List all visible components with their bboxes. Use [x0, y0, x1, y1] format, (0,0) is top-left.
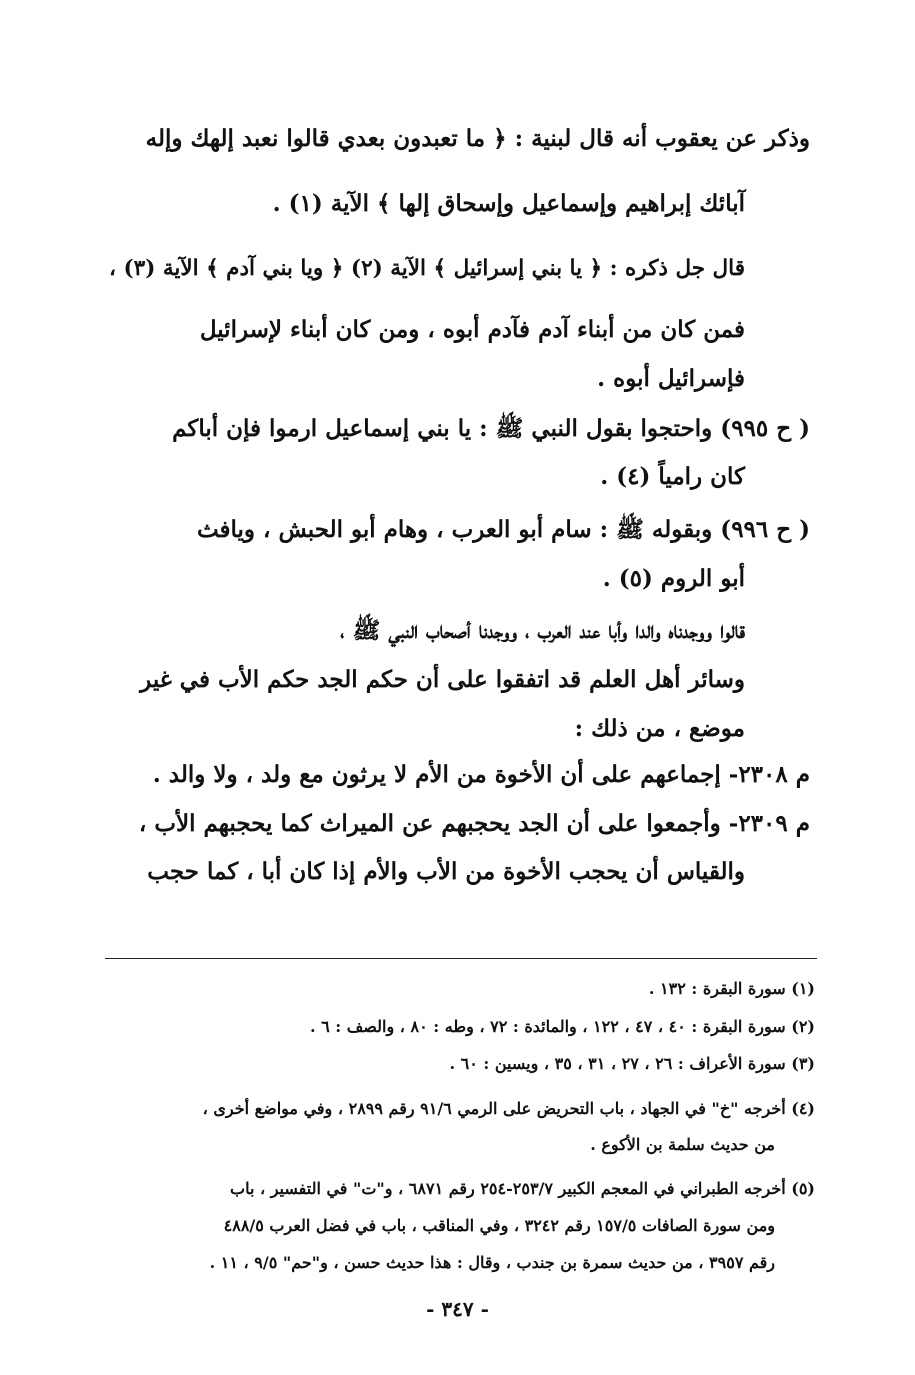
body-line: ( ح ٩٩٦) وبقوله ﷺ : سام أبو العرب ، وهام أبو الحبش ، ويافث — [196, 516, 810, 543]
body-line: وذكر عن يعقوب أنه قال لبنية : ﴿ ما تعبدون بعدي قالوا نعبد إلهك وإله — [145, 125, 810, 152]
body-line: قالوا ووجدناه والدا وأبا عند العرب ، ووجدنا أصحاب النبي ﷺ ، — [340, 617, 745, 644]
footnote-separator — [105, 958, 817, 959]
body-line: فإسرائيل أبوه . — [597, 365, 745, 392]
footnote-line: (٤) أخرجه "خ" في الجهاد ، باب التحريض على الرمي ٩١/٦ رقم ٢٨٩٩ ، وفي مواضع أخرى ، — [202, 1099, 815, 1118]
body-line: موضع ، من ذلك : — [574, 715, 745, 742]
body-line: م ٢٣٠٩- وأجمعوا على أن الجد يحجبهم عن الميراث كما يحجبهم الأب ، — [138, 810, 810, 837]
body-line: آبائك إبراهيم وإسماعيل وإسحاق إلها ﴾ الآية (١) . — [272, 190, 745, 217]
page-number: - ٣٤٧ - — [426, 1297, 489, 1321]
body-line: م ٢٣٠٨- إجماعهم على أن الأخوة من الأم لا يرثون مع ولد ، ولا والد . — [152, 761, 810, 788]
footnote-line: رقم ٣٩٥٧ ، من حديث سمرة بن جندب ، وقال : هذا حديث حسن ، و"حم" ٩/٥ ، ١١ . — [209, 1253, 775, 1272]
footnote-line: ومن سورة الصافات ١٥٧/٥ رقم ٣٢٤٢ ، وفي المناقب ، باب في فضل العرب ٤٨٨/٥ — [223, 1216, 775, 1235]
body-line: فمن كان من أبناء آدم فآدم أبوه ، ومن كان أبناء لإسرائيل — [199, 316, 745, 343]
body-line: قال جل ذكره : ﴿ يا بني إسرائيل ﴾ الآية (٢) ﴿ ويا بني آدم ﴾ الآية (٣) ، — [109, 256, 745, 281]
body-line: أبو الروم (٥) . — [602, 565, 745, 592]
footnote-line: (٢) سورة البقرة : ٤٠ ، ٤٧ ، ١٢٢ ، والمائدة : ٧٢ ، وطه : ٨٠ ، والصف : ٦ . — [309, 1017, 815, 1036]
footnote-line: (٣) سورة الأعراف : ٢٦ ، ٢٧ ، ٣١ ، ٣٥ ، ويسين : ٦٠ . — [449, 1054, 815, 1073]
body-line: وسائر أهل العلم قد اتفقوا على أن حكم الجد حكم الأب في غير — [140, 666, 745, 693]
footnote-line: (١) سورة البقرة : ١٣٢ . — [648, 979, 815, 998]
body-line: ( ح ٩٩٥) واحتجوا بقول النبي ﷺ : يا بني إسماعيل ارموا فإن أباكم — [172, 415, 810, 442]
body-line: والقياس أن يحجب الأخوة من الأب والأم إذا كان أبا ، كما حجب — [147, 858, 745, 885]
footnote-line: من حديث سلمة بن الأكوع . — [590, 1135, 775, 1154]
body-line: كان رامياً (٤) . — [600, 463, 745, 490]
footnote-line: (٥) أخرجه الطبراني في المعجم الكبير ٢٥٣/٧-٢٥٤ رقم ٦٨٧١ ، و"ت" في التفسير ، باب — [230, 1179, 815, 1198]
